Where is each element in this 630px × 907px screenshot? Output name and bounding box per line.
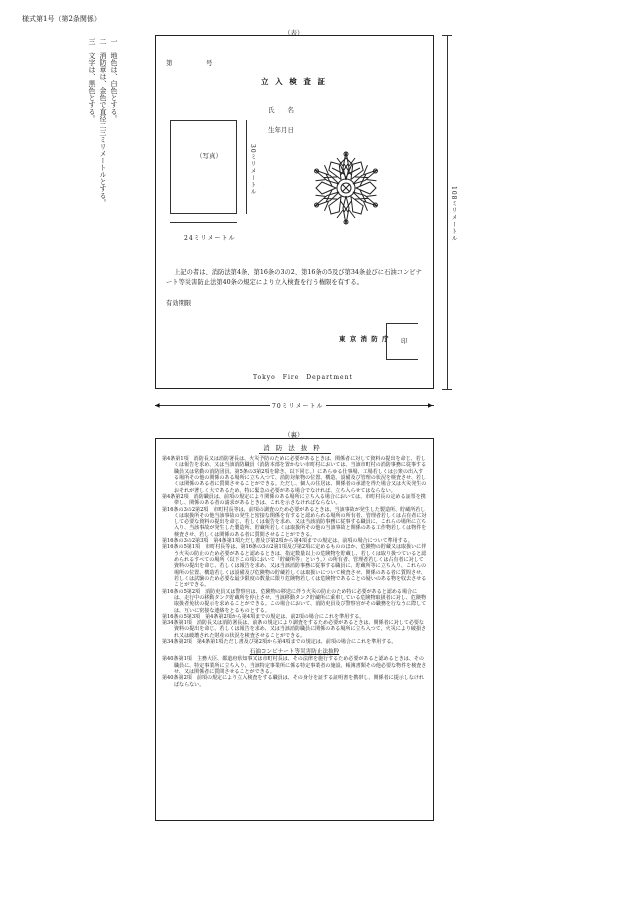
number-suffix: 号 (206, 59, 213, 67)
law-article: 第16条の3の2第3項 第4条第1項ただし書及び第2項から第4項までの規定は、前項の場合について準用する。 (162, 538, 413, 545)
law-article: 第34条第1項 消防長又は消防署長は、前条の規定により調査をするため必要があるときは、関係者に対して必要な資料の提出を命じ、若しくは報告を求め、又は当該消防職員に関係のある場所に立ち入つて、火災により破損され又は破壊された財産の状況を検査させることができる。 (162, 620, 427, 639)
photo-width-dimension-line (170, 222, 237, 223)
authority-statement: 上記の者は、消防法第4条、第16条の3の2、第16条の5及び第34条並びに石油コンビナート等災害防止法第40条の規定により立入検査を行う権限を有する。 (166, 269, 422, 287)
note-item: 二 消防章は、金色で直径二三ミリメートルとする。 (99, 38, 107, 206)
photo-box (170, 120, 237, 214)
card-title: 立 入 検 査 証 (261, 77, 327, 86)
fire-department-emblem-icon (306, 148, 386, 228)
photo-height-dimension-line (246, 120, 247, 214)
arrow-left-icon: ◀ (155, 402, 160, 409)
number-prefix: 第 (166, 59, 173, 67)
front-side-label: （表） (284, 29, 304, 37)
law-article: 第16条の3の2第2項 市町村長等は、前項の調査のため必要があるときは、当該事故が発生した製造所、貯蔵所若しくは取扱所その他当該事故の発生と密接な関係を有すると認められる場所の所有者、管理者若しくは占有者に対して必要な資料の提出を命じ、若しくは報告を求め、又は当該消防事務に従事する職員に、これらの場所に立ち入り、当該事故が発生した製造所、貯蔵所若しくは取扱所その他の当該事故と関係のある工作物若しくは物件を検査させ、若しくは関係のある者に質問させることができる。 (162, 506, 427, 538)
law-article: 第16条の5第3項 第4条第2項から第4項までの規定は、前2項の場合にこれを準用する。 (162, 613, 365, 620)
law-excerpt-title: 消防法抜粋 (263, 444, 326, 452)
section2-title: 石油コンビナート等災害防止法抜粋 (249, 649, 340, 656)
photo-label: （写真） (196, 152, 222, 160)
dimension-tick (442, 389, 452, 390)
validity-label: 有効期限 (166, 300, 192, 307)
dimension-tick (442, 35, 452, 36)
inspection-card-front (155, 35, 434, 389)
card-width-dimension: 70ミリメートル (272, 403, 324, 410)
note-item: 三 文字は、黒色とする。 (88, 38, 96, 122)
law-article: 第16条の5第1項 市町村長等は、第16条の3の2第1項及び第2項に定めるもののほか、危険物の貯蔵又は取扱いに伴う火災の防止のため必要があると認めるときは、指定数量以上の危険物を貯蔵し、若しくは取り扱つていると認められるすべての場所（以下この項において「貯蔵所等」という。）の所有者、管理者若しくは占有者に対して資料の提出を命じ、若しくは報告を求め、又は当該消防事務に従事する職員に、貯蔵所等に立ち入り、これらの場所の位置、構造若しくは設備及び危険物の貯蔵若しくは取扱いについて検査させ、関係のある者に質問させ、若しくは試験のため必要な最少限度の数量に限り危険物若しくは危険物であることの疑いのある物を収去させることができる。 (162, 544, 427, 589)
photo-height-dimension: 30ミリメートル (249, 144, 256, 196)
form-number-label: 様式第1号（第2条関係） (22, 15, 101, 23)
english-issuer: Tokyo Fire Department (253, 374, 353, 381)
note-item: 一 地色は、白色とする。 (110, 38, 118, 122)
name-label: 氏 名 (268, 106, 294, 114)
arrow-right-icon: ▶ (428, 402, 433, 409)
birthdate-label: 生年月日 (268, 126, 294, 134)
card-height-dimension: 108ミリメートル (450, 186, 457, 243)
law-article: 第40条第1項 主務大臣、都道府県知事又は市町村長は、その法律を施行するため必要があると認めるときは、その職員に、特定事業所に立ち入り、当該特定事業所に係る特定事業者の施設、帳簿書類その他必要な物件を検査させ、又は関係者に質問させることができる。 (162, 656, 427, 675)
seal-label: 印 (401, 337, 408, 345)
law-article: 第16条の5第2項 消防吏員又は警察官は、危険物の移送に伴う火災の防止のため特に必要があると認める場合には、走行中の移動タンク貯蔵所を停止させ、当該移動タンク貯蔵所に乗車している危険物取扱者に対し、危険物取扱者免状の提示を求めることができる。この場合において、消防吏員及び警察官がその職務を行なうに際しては、互いに密接な連絡をとるものとする。 (162, 588, 427, 614)
law-article: 第4条第2項 消防職員は、前項の規定により関係のある場所に立ち入る場合においては、市町村長の定める証票を携帯し、関係のある者の請求があるときは、これを示さなければならない。 (162, 493, 426, 507)
issuer-name: 東 京 消 防 庁 (339, 335, 390, 343)
back-side-label: （裏） (284, 431, 304, 439)
law-article: 第34条第2項 第4条第1項ただし書及び第2項から第4項までの規定は、前項の場合にこれを準用する。 (162, 639, 397, 646)
card-height-dimension-line (447, 35, 448, 389)
inspection-card-back (155, 438, 434, 821)
notes-list (86, 38, 119, 228)
photo-width-dimension: 24ミリメートル (184, 235, 236, 242)
title-underline (259, 453, 331, 454)
law-article: 第40条第2項 前項の規定により立入検査をする職員は、その身分を証する証明書を携帯し、関係者に提示しなければならない。 (162, 675, 424, 688)
law-article: 第4条第1項 消防長又は消防署長は、火災予防のために必要があるときは、関係者に対して資料の提出を命じ、若しくは報告を求め、又は当該消防職員（消防本部を置かない市町村においては、当該市町村の消防事務に従事する職員又は常勤の消防団員。第5条の3第2項を除き、以下同じ。）にあらゆる仕事場、工場若しくは公衆の出入する場所その他の関係のある場所に立ち入つて、消防対象物の位置、構造、設備及び管理の状況を検査させ、若しくは関係のある者に質問させることができる。ただし、個人の住居は、関係者の承諾を得た場合又は火災発生のおそれが著しく大であるため、特に緊急の必要がある場合でなければ、立ち入らせてはならない。 (162, 456, 427, 494)
